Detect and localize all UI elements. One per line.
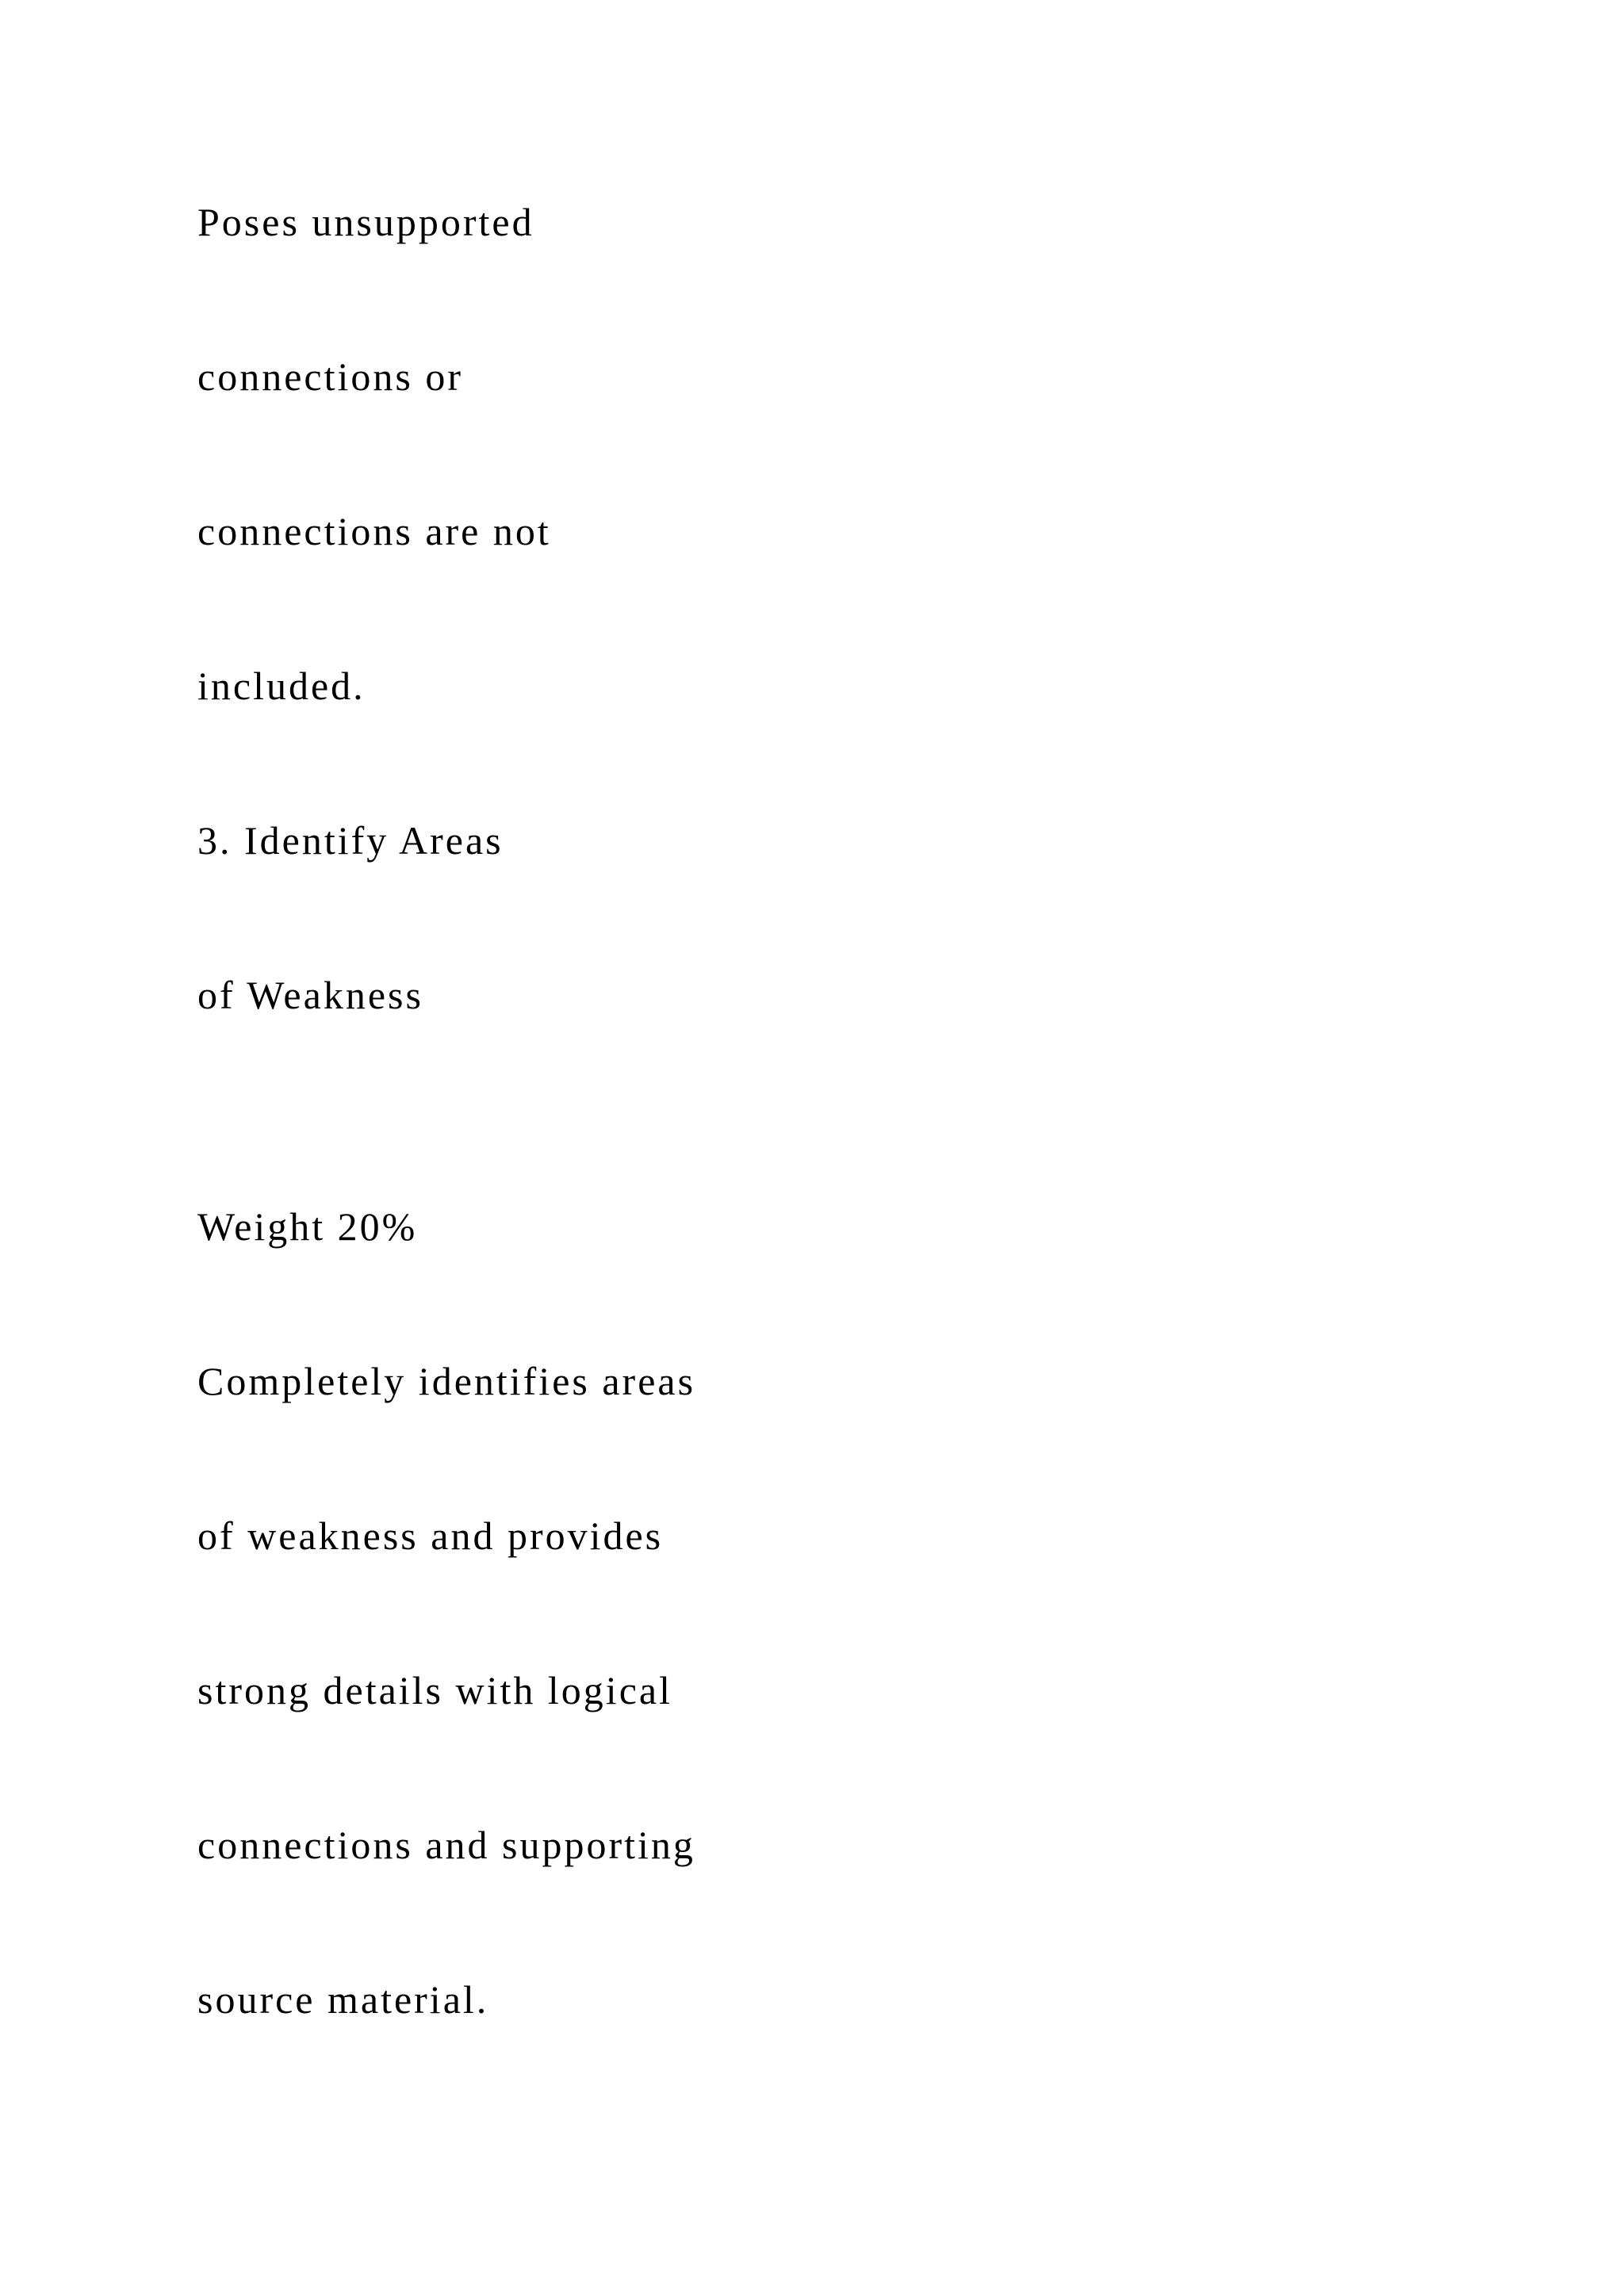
text-line-3: connections are not xyxy=(197,509,551,553)
weight-label: Weight 20% xyxy=(197,1204,418,1249)
text-line-8: Completely identifies areas xyxy=(197,1359,696,1403)
text-line-1: Poses unsupported xyxy=(197,200,534,244)
section-heading-line-2: of Weakness xyxy=(197,973,423,1017)
text-line-10: strong details with logical xyxy=(197,1668,672,1712)
text-line-12: source material. xyxy=(197,1977,489,2022)
text-line-2: connections or xyxy=(197,354,463,399)
text-line-4: included. xyxy=(197,664,366,708)
section-heading-line-1: 3. Identify Areas xyxy=(197,818,504,863)
text-line-9: of weakness and provides xyxy=(197,1513,664,1558)
text-line-11: connections and supporting xyxy=(197,1823,695,1867)
